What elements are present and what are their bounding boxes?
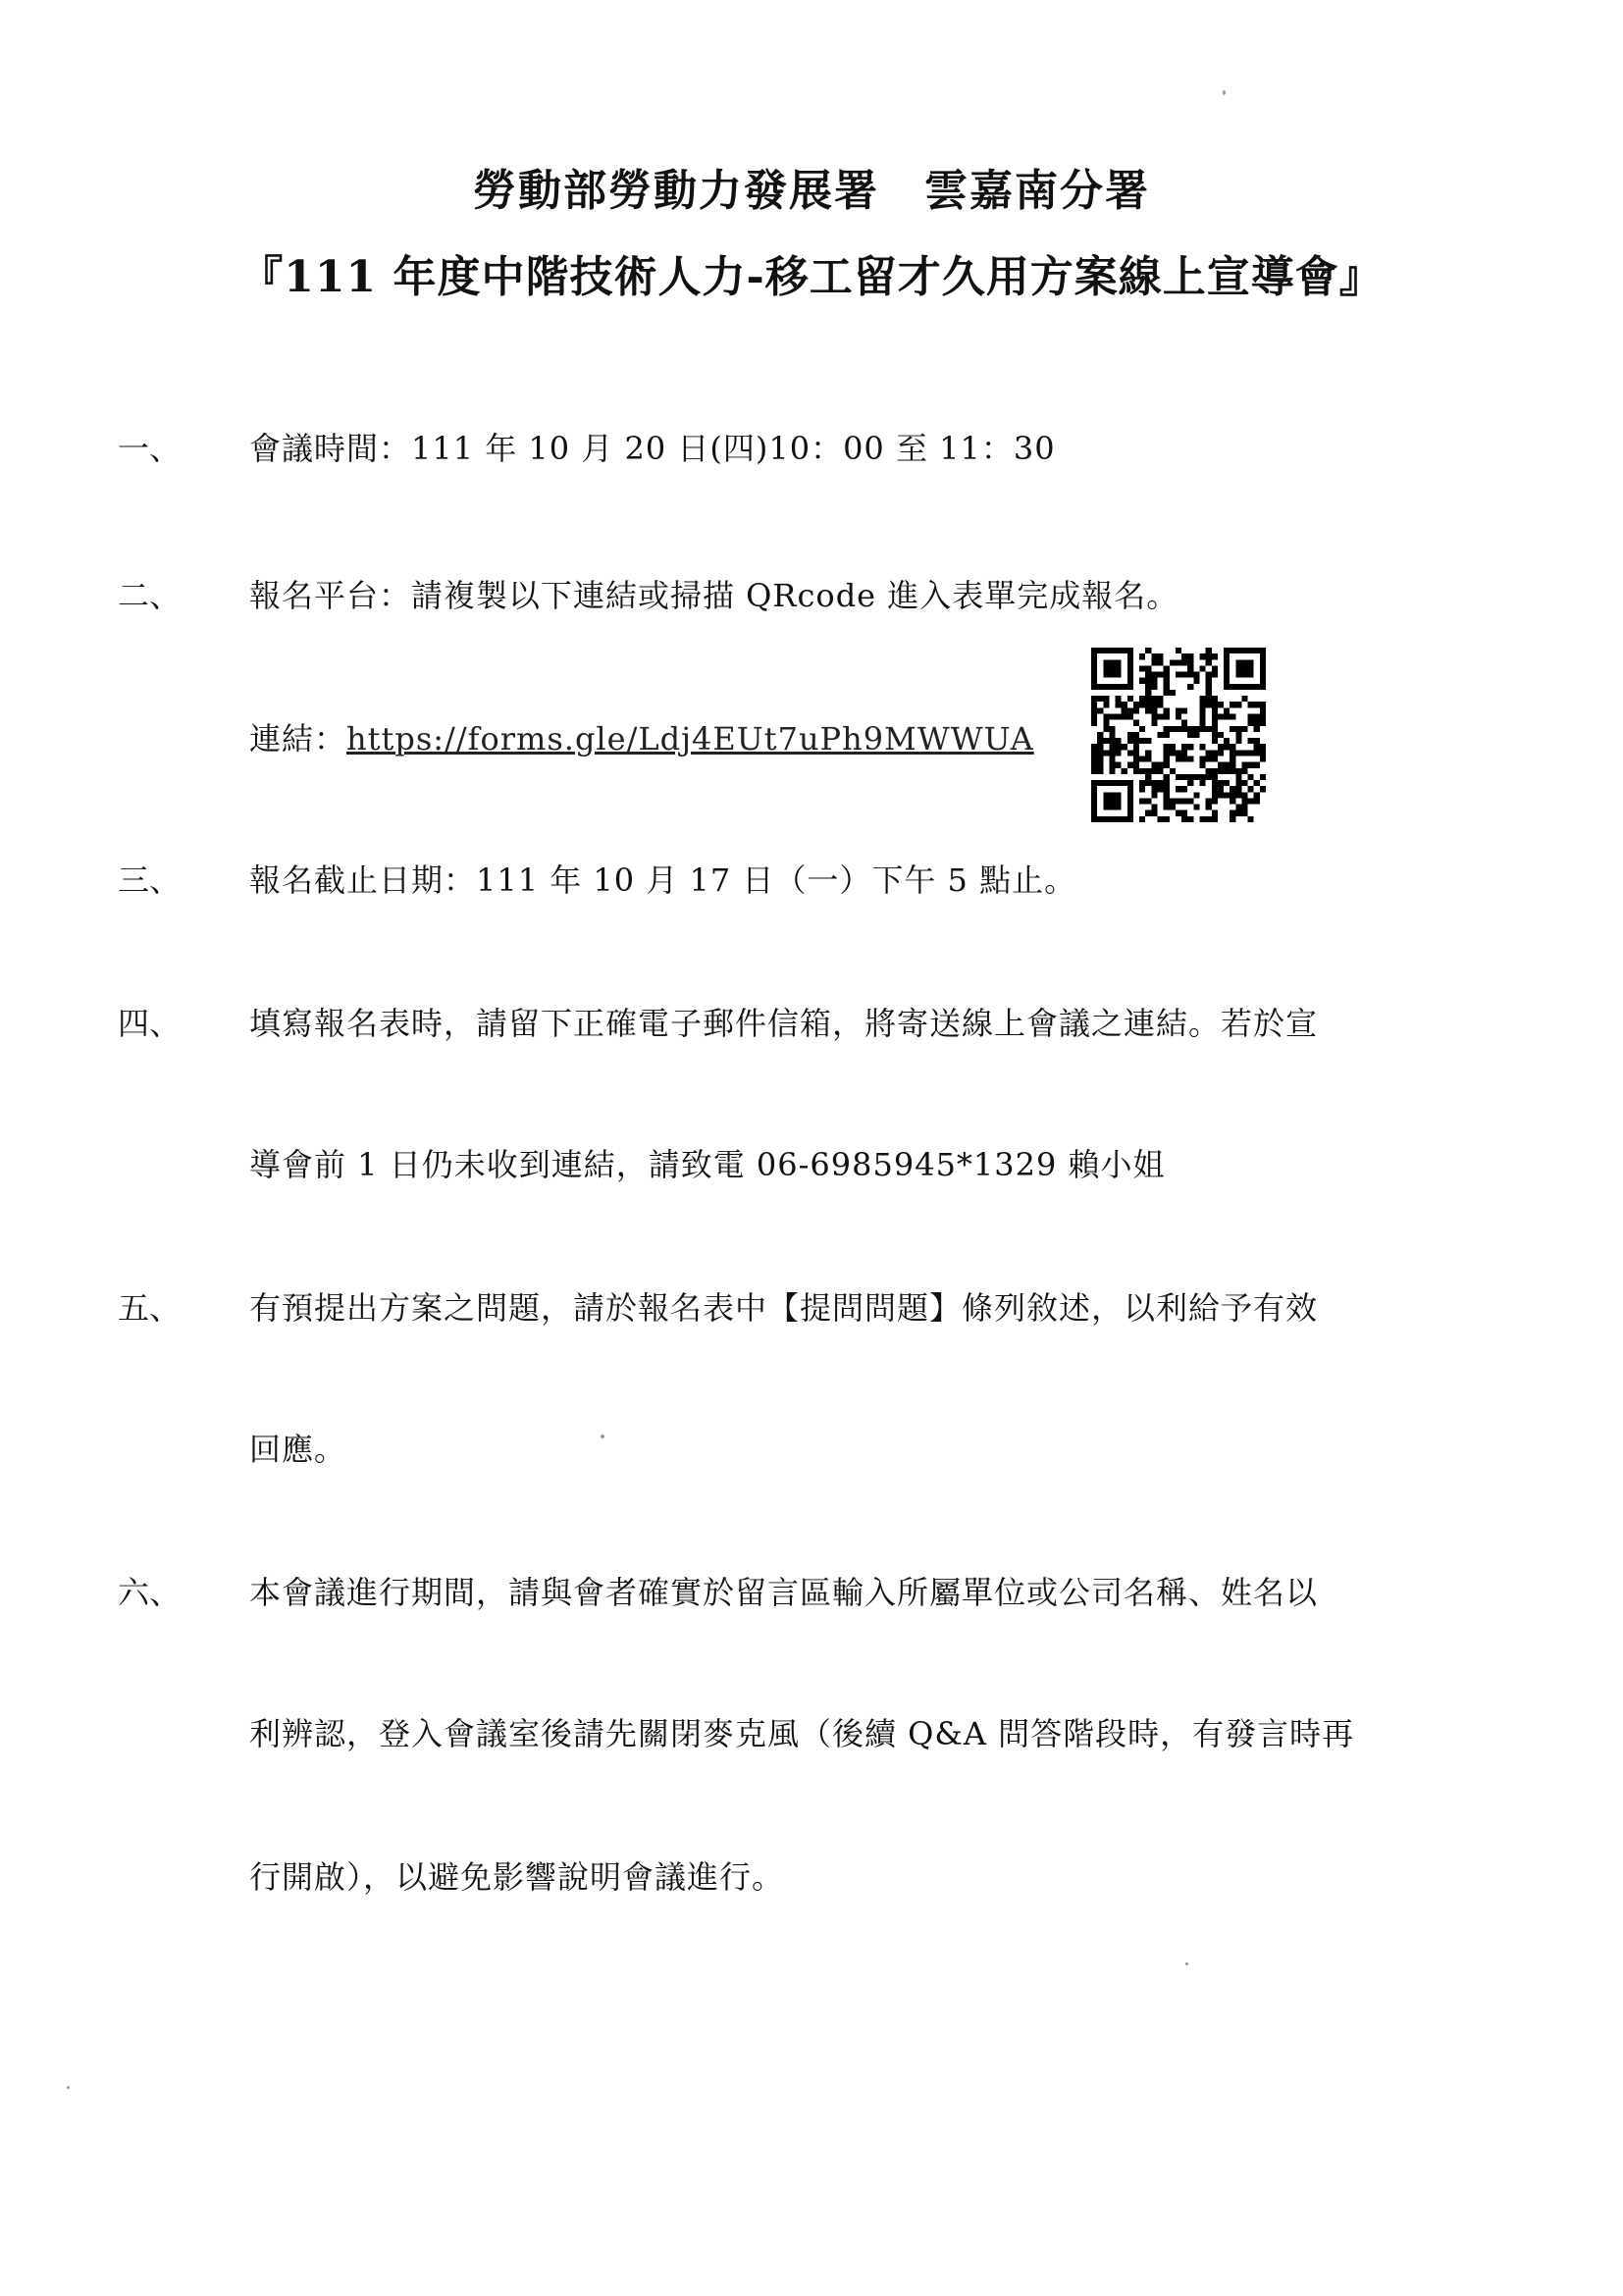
document-title-event: 『111 年度中階技術人力-移工留才久用方案線上宣導會』 xyxy=(239,252,1384,302)
item-number-1: 一、 xyxy=(118,430,182,467)
item-number-2: 二、 xyxy=(118,577,182,614)
qr-code-icon xyxy=(1091,648,1266,822)
item-5-text-line-2: 回應。 xyxy=(249,1431,347,1468)
scan-speck xyxy=(1223,90,1226,95)
document-title-agency: 勞動部勞動力發展署 雲嘉南分署 xyxy=(473,166,1150,216)
item-6-text-line-2: 利辨認，登入會議室後請先關閉麥克風（後續 Q&A 問答階段時，有發言時再 xyxy=(249,1715,1355,1752)
scan-speck xyxy=(601,1435,604,1438)
item-2-text: 報名平台：請複製以下連結或掃描 QRcode 進入表單完成報名。 xyxy=(249,577,1179,614)
registration-link[interactable]: https://forms.gle/Ldj4EUt7uPh9MWWUA xyxy=(346,720,1034,757)
item-3-text: 報名截止日期：111 年 10 月 17 日（一）下午 5 點止。 xyxy=(249,861,1077,899)
item-number-3: 三、 xyxy=(118,861,182,899)
scan-speck xyxy=(1185,1962,1188,1965)
link-label: 連結： xyxy=(249,720,347,757)
item-1-text: 會議時間：111 年 10 月 20 日(四)10：00 至 11：30 xyxy=(249,430,1056,467)
scan-speck xyxy=(67,2086,70,2089)
item-6-text-line-1: 本會議進行期間，請與會者確實於留言區輸入所屬單位或公司名稱、姓名以 xyxy=(249,1574,1319,1611)
item-number-5: 五、 xyxy=(118,1289,182,1327)
item-4-text-line-1: 填寫報名表時，請留下正確電子郵件信箱，將寄送線上會議之連結。若於宣 xyxy=(249,1005,1319,1042)
item-number-4: 四、 xyxy=(118,1005,182,1042)
registration-link-row xyxy=(249,714,1034,759)
item-4-text-line-2: 導會前 1 日仍未收到連結，請致電 06-6985945*1329 賴小姐 xyxy=(249,1146,1166,1183)
item-5-text-line-1: 有預提出方案之問題，請於報名表中【提問問題】條列敘述，以利給予有效 xyxy=(249,1289,1319,1327)
item-6-text-line-3: 行開啟），以避免影響說明會議進行。 xyxy=(249,1858,785,1896)
item-number-6: 六、 xyxy=(118,1574,182,1611)
